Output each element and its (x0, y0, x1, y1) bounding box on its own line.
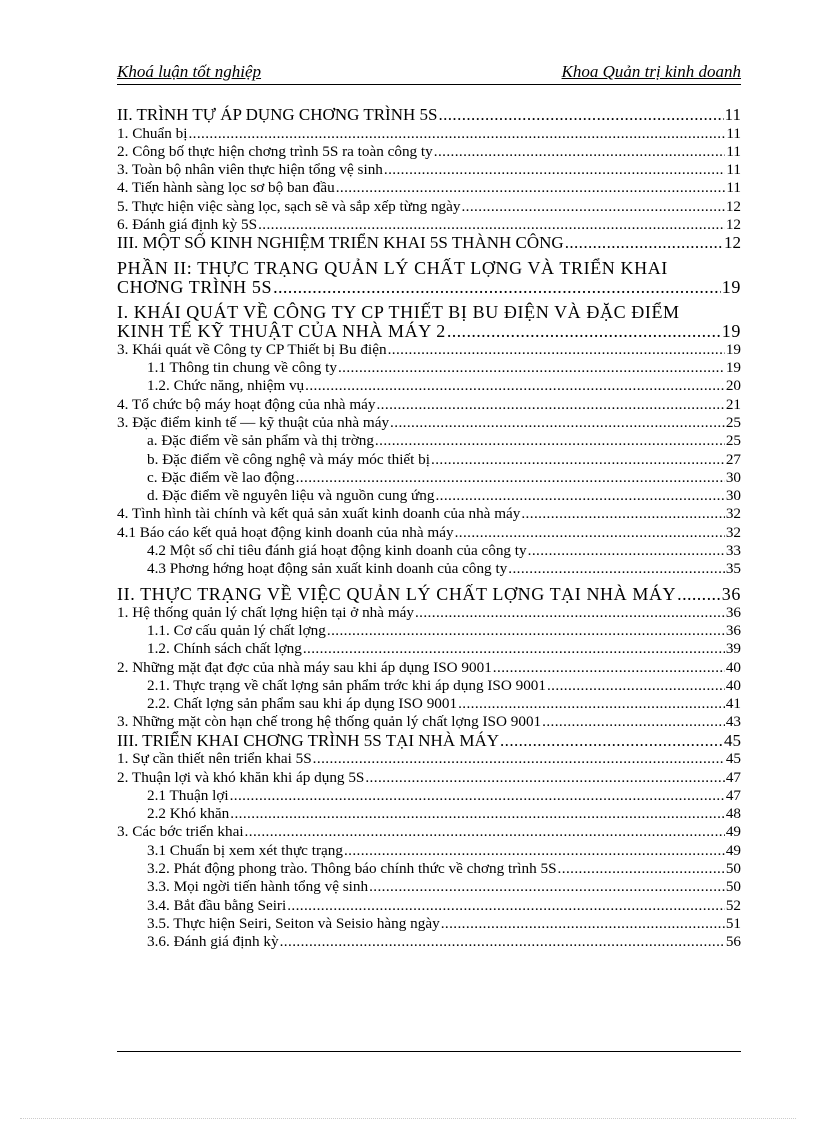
toc-entry[interactable] (117, 451, 741, 469)
toc-entry[interactable] (117, 432, 741, 450)
toc-page-number: 33 (725, 542, 741, 560)
toc-entry-title: CHƠNG TRÌNH 5S (117, 276, 273, 297)
toc-page-number: 11 (726, 124, 741, 142)
toc-page-number: 20 (725, 377, 741, 395)
toc-leader-dots (338, 359, 725, 377)
toc-leader-dots (375, 432, 725, 450)
toc-leader-dots (431, 451, 725, 469)
toc-page-number: 19 (725, 340, 741, 358)
toc-entry[interactable] (117, 234, 741, 253)
toc-entry-title: 4.2 Một số chỉ tiêu đánh giá hoạt động kinh doanh của công ty (147, 542, 527, 560)
toc-entry[interactable] (117, 585, 741, 604)
toc-page-number: 45 (724, 730, 741, 750)
toc-leader-dots (447, 322, 721, 341)
toc-entry[interactable] (117, 106, 741, 125)
toc-entry-title: KINH TẾ KỸ THUẬT CỦA NHÀ MÁY 2 (117, 320, 446, 341)
toc-entry[interactable] (117, 469, 741, 487)
toc-page-number: 30 (725, 487, 741, 505)
toc-entry-title: 3.4. Bắt đầu bằng Seiri (147, 896, 287, 914)
toc-entry-title: 4.3 Phơng hớng hoạt động sản xuất kinh doanh của công ty (147, 560, 508, 578)
toc-entry-title: 1. Chuẩn bị (117, 124, 188, 142)
toc-entry-title: 4. Tổ chức bộ máy hoạt động của nhà máy (117, 395, 376, 413)
toc-entry[interactable] (117, 278, 741, 297)
toc-entry-title: 4. Tình hình tài chính và kết quả sản xuất kinh doanh của nhà máy (117, 505, 521, 523)
toc-entry-title: a. Đặc điểm về sản phẩm và thị trờng (147, 432, 374, 450)
toc-page-number: 36 (725, 621, 741, 639)
toc-entry[interactable] (117, 161, 741, 179)
toc-leader-dots (369, 878, 725, 896)
table-of-contents (117, 106, 741, 951)
toc-entry-title: 1.1 Thông tin chung về công ty (147, 359, 337, 377)
toc-entry-title: 3.6. Đánh giá định kỳ (147, 933, 279, 951)
toc-page-number: 11 (726, 142, 741, 160)
toc-leader-dots (415, 604, 725, 622)
toc-leader-dots (500, 732, 723, 751)
toc-leader-dots (508, 560, 725, 578)
toc-leader-dots (230, 805, 725, 823)
toc-page-number: 21 (725, 395, 741, 413)
toc-entry[interactable] (117, 341, 741, 359)
toc-page-number: 25 (725, 432, 741, 450)
toc-entry-title: 1.2. Chính sách chất lợng (147, 640, 302, 658)
toc-page-number: 49 (725, 823, 741, 841)
toc-entry[interactable] (117, 750, 741, 768)
toc-page-number: 32 (725, 505, 741, 523)
header-thesis-title: Khoá luận tốt nghiệp (117, 62, 262, 81)
toc-leader-dots (273, 278, 721, 297)
toc-entry[interactable] (117, 915, 741, 933)
toc-leader-dots (441, 915, 725, 933)
toc-heading-line: I. KHÁI QUÁT VỀ CÔNG TY CP THIẾT BỊ BU ĐIỆN VÀ ĐẶC ĐIỂM (117, 301, 680, 322)
toc-page-number: 40 (725, 676, 741, 694)
toc-page-number: 47 (725, 786, 741, 804)
toc-leader-dots (296, 469, 725, 487)
toc-leader-dots (258, 216, 725, 234)
toc-entry-title: 3. Các bớc triển khai (117, 823, 244, 841)
toc-entry-title: 4.1 Báo cáo kết quả hoạt động kinh doanh của nhà máy (117, 523, 454, 541)
toc-entry[interactable] (117, 713, 741, 731)
toc-entry[interactable] (117, 125, 741, 143)
toc-leader-dots (303, 640, 725, 658)
toc-entry[interactable] (117, 560, 741, 578)
toc-page-number: 12 (725, 197, 741, 215)
toc-leader-dots (230, 787, 725, 805)
toc-entry-title: 2. Thuận lợi và khó khăn khi áp dụng 5S (117, 768, 365, 786)
toc-leader-dots (677, 585, 721, 604)
toc-entry[interactable] (117, 359, 741, 377)
toc-leader-dots (305, 377, 725, 395)
toc-leader-dots (565, 234, 723, 253)
toc-leader-dots (376, 396, 724, 414)
toc-entry-title: 3. Đặc điểm kinh tế — kỹ thuật của nhà máy (117, 413, 390, 431)
toc-leader-dots (455, 524, 725, 542)
toc-entry-title: 3. Những mặt còn hạn chế trong hệ thống quản lý chất lợng ISO 9001 (117, 713, 542, 731)
toc-entry[interactable] (117, 322, 741, 341)
toc-leader-dots (547, 677, 725, 695)
toc-heading-line: PHẦN II: THỰC TRẠNG QUẢN LÝ CHẤT LỢNG VÀ TRIỂN KHAI (117, 257, 668, 278)
toc-leader-dots (336, 179, 726, 197)
page-header (117, 62, 741, 85)
toc-leader-dots (327, 622, 725, 640)
toc-entry-title: III. TRIỂN KHAI CHƠNG TRÌNH 5S TẠI NHÀ MÁY (117, 730, 500, 750)
toc-leader-dots (493, 659, 725, 677)
toc-page-number: 11 (726, 161, 741, 179)
toc-entry[interactable] (117, 198, 741, 216)
toc-page-number: 50 (725, 860, 741, 877)
toc-leader-dots (344, 842, 725, 860)
toc-page-number: 52 (725, 896, 741, 914)
toc-entry[interactable] (117, 414, 741, 432)
toc-entry-title: 3.5. Thực hiện Seiri, Seiton và Seisio hàng ngày (147, 914, 440, 932)
toc-entry[interactable] (117, 842, 741, 860)
toc-leader-dots (521, 505, 724, 523)
toc-entry-title: b. Đặc điểm về công nghệ và máy móc thiết bị (147, 450, 430, 468)
toc-leader-dots (390, 414, 725, 432)
toc-page-number: 11 (724, 105, 741, 124)
toc-page-number: 48 (725, 805, 741, 823)
toc-entry[interactable] (117, 524, 741, 542)
toc-entry[interactable] (117, 179, 741, 197)
toc-entry-title: 2.2. Chất lợng sản phẩm sau khi áp dụng ISO 9001 (147, 695, 458, 713)
toc-leader-dots (280, 933, 725, 951)
toc-entry-title: II. THỰC TRẠNG VỀ VIỆC QUẢN LÝ CHẤT LỢNG TẠI NHÀ MÁY (117, 583, 677, 604)
toc-leader-dots (438, 106, 723, 125)
toc-leader-dots (434, 143, 726, 161)
toc-leader-dots (435, 487, 724, 505)
toc-page-number: 39 (725, 640, 741, 658)
toc-entry[interactable] (117, 787, 741, 805)
toc-entry-title: 2. Công bố thực hiện chơng trình 5S ra toàn công ty (117, 142, 433, 160)
toc-entry[interactable] (117, 487, 741, 505)
toc-entry[interactable] (117, 143, 741, 161)
toc-entry-title: 1.2. Chức năng, nhiệm vụ (147, 377, 305, 395)
toc-entry-title: 6. Đánh giá định kỳ 5S (117, 215, 258, 233)
header-faculty-name: Khoa Quản trị kinh doanh (561, 62, 741, 81)
toc-page-number: 32 (725, 523, 741, 541)
toc-entry-title: 1. Hệ thống quản lý chất lợng hiện tại ở nhà máy (117, 603, 414, 621)
toc-page-number: 35 (725, 560, 741, 578)
toc-leader-dots (384, 161, 725, 179)
toc-page-number: 41 (725, 695, 741, 713)
toc-entry-title: 3.3. Mọi ngời tiến hành tổng vệ sinh (147, 878, 369, 896)
toc-entry[interactable] (117, 622, 741, 640)
toc-leader-dots (245, 823, 725, 841)
toc-leader-dots (365, 769, 724, 787)
toc-entry-title: 5. Thực hiện việc sàng lọc, sạch sẽ và sắp xếp từng ngày (117, 197, 461, 215)
toc-entry[interactable] (117, 878, 741, 896)
toc-page-number: 40 (725, 658, 741, 676)
toc-leader-dots (461, 198, 724, 216)
toc-page-number: 51 (725, 914, 741, 932)
toc-entry-title: 1. Sự cần thiết nên triển khai 5S (117, 750, 312, 768)
toc-page-number: 25 (725, 413, 741, 431)
toc-page-number: 49 (725, 841, 741, 859)
toc-leader-dots (313, 750, 725, 768)
toc-page-number: 12 (725, 215, 741, 233)
toc-entry[interactable] (117, 505, 741, 523)
toc-page-number: 45 (725, 750, 741, 768)
toc-page-number: 27 (725, 450, 741, 468)
footer-rule (117, 1051, 741, 1052)
toc-entry[interactable] (117, 823, 741, 841)
toc-entry[interactable] (117, 860, 741, 878)
toc-leader-dots (188, 125, 725, 143)
toc-page-number: 11 (726, 179, 741, 197)
toc-entry[interactable] (117, 216, 741, 234)
toc-entry-title: 2.2 Khó khăn (147, 805, 230, 823)
toc-page-number: 56 (725, 933, 741, 951)
toc-entry-title: 1.1. Cơ cấu quản lý chất lợng (147, 621, 326, 639)
toc-entry[interactable] (117, 805, 741, 823)
toc-page-number: 50 (725, 878, 741, 896)
toc-entry-title: c. Đặc điểm về lao động (147, 468, 295, 486)
toc-page-number: 36 (721, 583, 741, 604)
toc-leader-dots (528, 542, 725, 560)
toc-entry[interactable] (117, 933, 741, 951)
toc-entry-title: III. MỘT SỐ KINH NGHIỆM TRIỂN KHAI 5S THÀNH CÔNG (117, 233, 564, 253)
toc-leader-dots (558, 860, 725, 878)
toc-page-number: 19 (721, 320, 741, 341)
toc-entry-title: 3.1 Chuẩn bị xem xét thực trạng (147, 841, 343, 859)
toc-entry-title: 4. Tiến hành sàng lọc sơ bộ ban đầu (117, 179, 335, 197)
toc-entry-title: 2.1. Thực trạng về chất lợng sản phẩm trớc khi áp dụng ISO 9001 (147, 676, 546, 694)
toc-entry[interactable] (117, 677, 741, 695)
toc-entry[interactable] (117, 604, 741, 622)
toc-page-number: 36 (725, 603, 741, 621)
toc-entry[interactable] (117, 542, 741, 560)
toc-entry[interactable] (117, 897, 741, 915)
toc-page-number: 30 (725, 468, 741, 486)
toc-entry-title: II. TRÌNH TỰ ÁP DỤNG CHƠNG TRÌNH 5S (117, 105, 438, 124)
toc-entry-title: 2.1 Thuận lợi (147, 786, 229, 804)
toc-entry[interactable] (117, 396, 741, 414)
toc-entry[interactable] (117, 640, 741, 658)
toc-entry[interactable] (117, 659, 741, 677)
toc-page-number: 19 (721, 276, 741, 297)
toc-page-number: 47 (725, 768, 741, 786)
toc-entry-title: 3. Toàn bộ nhân viên thực hiện tổng vệ sinh (117, 161, 383, 179)
toc-page-number: 43 (725, 713, 741, 731)
toc-leader-dots (388, 341, 725, 359)
toc-entry-title: 3.2. Phát động phong trào. Thông báo chính thức về chơng trình 5S (147, 860, 557, 877)
toc-entry[interactable] (117, 732, 741, 751)
toc-page-number: 12 (724, 233, 741, 253)
toc-entry-title: 2. Những mặt đạt đợc của nhà máy sau khi áp dụng ISO 9001 (117, 658, 492, 676)
toc-page-number: 19 (725, 359, 741, 377)
toc-entry[interactable] (117, 695, 741, 713)
toc-entry[interactable] (117, 377, 741, 395)
toc-leader-dots (458, 695, 725, 713)
toc-entry-title: d. Đặc điểm về nguyên liệu và nguồn cung ứng (147, 487, 435, 505)
toc-entry[interactable] (117, 769, 741, 787)
toc-leader-dots (542, 713, 725, 731)
toc-leader-dots (287, 897, 725, 915)
toc-entry-title: 3. Khái quát về Công ty CP Thiết bị Bu điện (117, 340, 387, 358)
page-bottom-border (20, 1118, 796, 1119)
